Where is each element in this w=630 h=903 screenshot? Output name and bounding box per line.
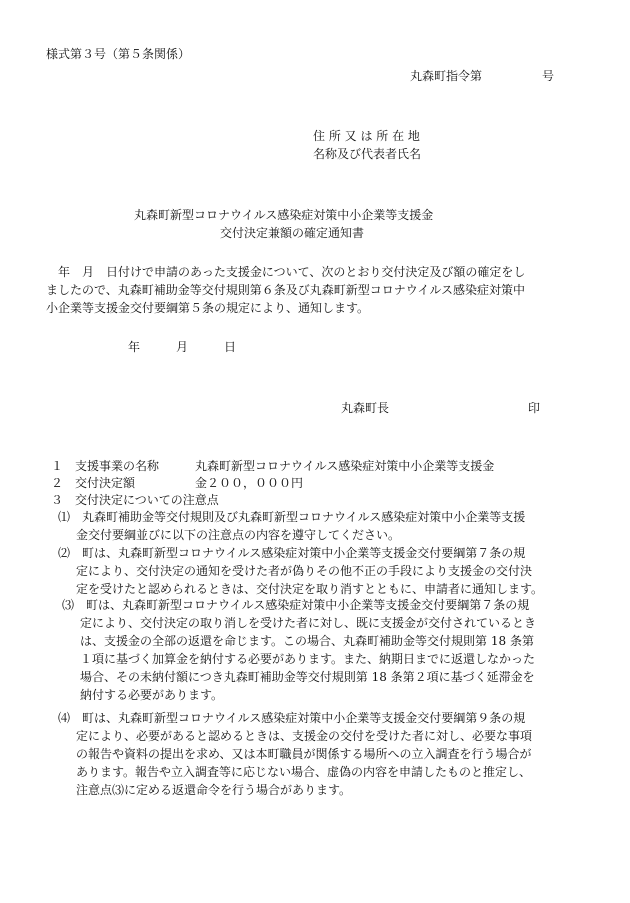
- document-title-line1: 丸森町新型コロナウイルス感染症対策中小企業等支援金: [134, 208, 434, 222]
- note-line: 注意点⑶に定める返還命令を行う場合があります。: [76, 783, 352, 797]
- note-4: [58, 709, 532, 799]
- note-1: [58, 508, 525, 544]
- body-line: 年 月 日付けで申請のあった支援金について、次のとおり交付決定及び額の確定をし: [46, 265, 526, 279]
- item-number: １: [51, 459, 64, 473]
- note-line: １項に基づく加算金を納付する必要があります。また、納期日までに返還しなかった: [80, 652, 536, 666]
- document-title-line2: 交付決定兼額の確定通知書: [220, 226, 365, 240]
- note-line: 定により、必要があると認めるときは、支援金の交付を受けた者に対し、必要な事項: [76, 729, 533, 743]
- item-label: 交付決定についての注意点: [75, 493, 219, 507]
- item-label: 交付決定額: [75, 476, 136, 490]
- note-line: 納付する必要があります。: [80, 688, 224, 702]
- item-value: 金２００，０００円: [195, 476, 304, 490]
- note-3: [62, 596, 536, 704]
- note-2: [58, 544, 543, 598]
- issuer-name: 丸森町長: [341, 401, 390, 415]
- item-number: ２: [51, 476, 64, 490]
- note-line: 定を受けたと認められるときは、交付決定を取り消すとともに、申請者に通知します。: [76, 582, 544, 596]
- note-line: ⑴ 丸森町補助金等交付規則及び丸森町新型コロナウイルス感染症対策中小企業等支援: [58, 510, 526, 524]
- seal-mark: 印: [528, 401, 541, 415]
- note-line: 定により、交付決定の通知を受けた者が偽りその他不正の手段により支援金の交付決: [76, 564, 533, 578]
- form-number: 様式第３号（第５条関係）: [46, 47, 191, 61]
- item-value: 丸森町新型コロナウイルス感染症対策中小企業等支援金: [195, 459, 495, 473]
- item-label: 支援事業の名称: [75, 459, 160, 473]
- note-line: 定により、交付決定の取り消しを受けた者に対し、既に支援金が交付されているとき: [80, 616, 537, 630]
- note-line: の報告や資料の提出を求め、又は本町職員が関係する場所への立入調査を行う場合が: [76, 747, 532, 761]
- note-line: 場合、その未納付額につき丸森町補助金等交付規則第 18 条第２項に基づく延滞金を: [80, 670, 535, 684]
- note-line: ⑷ 町は、丸森町新型コロナウイルス感染症対策中小企業等支援金交付要綱第９条の規: [58, 711, 526, 725]
- note-line: は、支援金の全部の返還を命じます。この場合、丸森町補助金等交付規則第 18 条第: [80, 634, 534, 648]
- note-line: あります。報告や立入調査等に応じない場合、虚偽の内容を申請したものと推定し、: [76, 765, 532, 779]
- body-line: ましたので、丸森町補助金等交付規則第６条及び丸森町新型コロナウイルス感染症対策中: [46, 283, 526, 297]
- address-label: 住 所 又 は 所 在 地: [313, 129, 420, 143]
- item-number: ３: [51, 493, 64, 507]
- body-paragraph: [46, 263, 525, 317]
- date-line: 年 月 日: [128, 340, 237, 354]
- body-line: 小企業等支援金交付要綱第５条の規定により、通知します。: [46, 301, 370, 315]
- note-line: ⑵ 町は、丸森町新型コロナウイルス感染症対策中小企業等支援金交付要綱第７条の規: [58, 546, 526, 560]
- representative-name-label: 名称及び代表者氏名: [313, 147, 422, 161]
- directive-number: 丸森町指令第 号: [410, 69, 555, 83]
- note-line: ⑶ 町は、丸森町新型コロナウイルス感染症対策中小企業等支援金交付要綱第７条の規: [62, 598, 530, 612]
- note-line: 金交付要綱並びに以下の注意点の内容を遵守してください。: [76, 528, 401, 542]
